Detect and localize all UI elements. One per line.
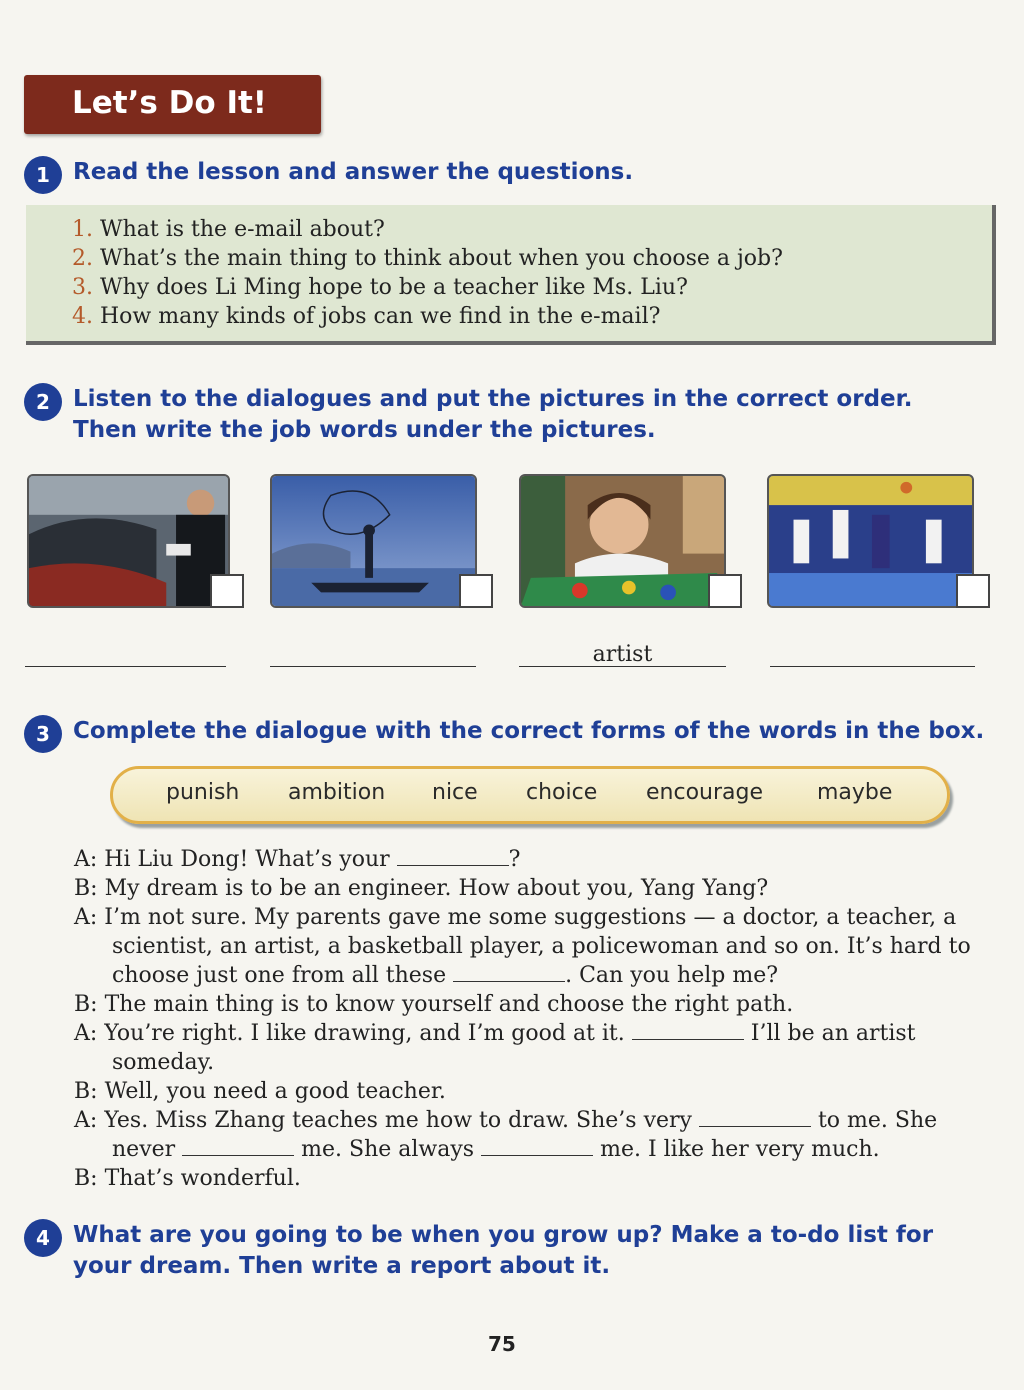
word-box-item: punish <box>166 780 240 805</box>
word-box-item: choice <box>526 780 598 805</box>
dialogue-line: scientist, an artist, a basketball player, a policewoman and so on. It’s hard to <box>112 934 971 959</box>
question-item: 1. What is the e-mail about? <box>72 217 385 242</box>
dialogue-line: someday. <box>112 1050 215 1075</box>
dialogue-line: A: Hi Liu Dong! What’s your ? <box>74 847 521 872</box>
fill-blank[interactable] <box>397 847 509 866</box>
dialogue-line: B: That’s wonderful. <box>74 1166 301 1191</box>
lets-do-it-banner <box>24 75 321 134</box>
section-1-number: 1 <box>24 156 62 194</box>
section-2-heading-line2: Then write the job words under the pictures. <box>73 417 656 443</box>
section-4-heading-line2: your dream. Then write a report about it. <box>73 1253 611 1279</box>
policewoman-photo <box>27 474 230 608</box>
order-box-3[interactable] <box>708 574 742 608</box>
section-2-number: 2 <box>24 383 62 421</box>
dialogue-line: A: I’m not sure. My parents gave me some suggestions — a doctor, a teacher, a <box>74 905 957 930</box>
word-box-item: ambition <box>288 780 386 805</box>
page-number: 75 <box>488 1332 516 1356</box>
dialogue-line: never me. She always me. I like her very much. <box>112 1137 880 1162</box>
fill-blank[interactable] <box>182 1137 294 1156</box>
fill-blank[interactable] <box>699 1108 811 1127</box>
artist-photo <box>519 474 726 608</box>
section-2-heading-line1: Listen to the dialogues and put the pictures in the correct order. <box>73 386 913 412</box>
fill-blank[interactable] <box>453 963 565 982</box>
question-item: 4. How many kinds of jobs can we find in the e-mail? <box>72 304 661 329</box>
section-3-heading: Complete the dialogue with the correct forms of the words in the box. <box>73 718 985 744</box>
dialogue-line: A: You’re right. I like drawing, and I’m good at it. I’ll be an artist <box>74 1021 916 1046</box>
section-4-number: 4 <box>24 1219 62 1257</box>
question-item: 3. Why does Li Ming hope to be a teacher like Ms. Liu? <box>72 275 688 300</box>
order-box-4[interactable] <box>956 574 990 608</box>
question-item: 2. What’s the main thing to think about when you choose a job? <box>72 246 783 271</box>
answer-line-2[interactable] <box>270 666 476 667</box>
section-1-heading: Read the lesson and answer the questions. <box>73 159 634 185</box>
fill-blank[interactable] <box>632 1021 744 1040</box>
dialogue-line: B: The main thing is to know yourself and choose the right path. <box>74 992 794 1017</box>
banner-title: Let’s Do It! <box>72 85 267 121</box>
word-box-item: nice <box>432 780 478 805</box>
answer-line-1[interactable] <box>25 666 226 667</box>
dialogue-line: B: My dream is to be an engineer. How about you, Yang Yang? <box>74 876 769 901</box>
answer-line-4[interactable] <box>770 666 975 667</box>
word-box-item: encourage <box>646 780 764 805</box>
fisherman-photo <box>270 474 477 608</box>
answer-text-3: artist <box>592 642 653 667</box>
dialogue-line: B: Well, you need a good teacher. <box>74 1079 446 1104</box>
basketball-photo <box>767 474 974 608</box>
section-3-number: 3 <box>24 715 62 753</box>
word-box-item: maybe <box>817 780 893 805</box>
fill-blank[interactable] <box>481 1137 593 1156</box>
dialogue-line: A: Yes. Miss Zhang teaches me how to draw. She’s very to me. She <box>74 1108 938 1133</box>
section-4-heading-line1: What are you going to be when you grow up? Make a to-do list for <box>73 1222 934 1248</box>
dialogue-line: choose just one from all these . Can you help me? <box>112 963 779 988</box>
order-box-1[interactable] <box>210 574 244 608</box>
questions-list <box>72 215 783 331</box>
order-box-2[interactable] <box>459 574 493 608</box>
